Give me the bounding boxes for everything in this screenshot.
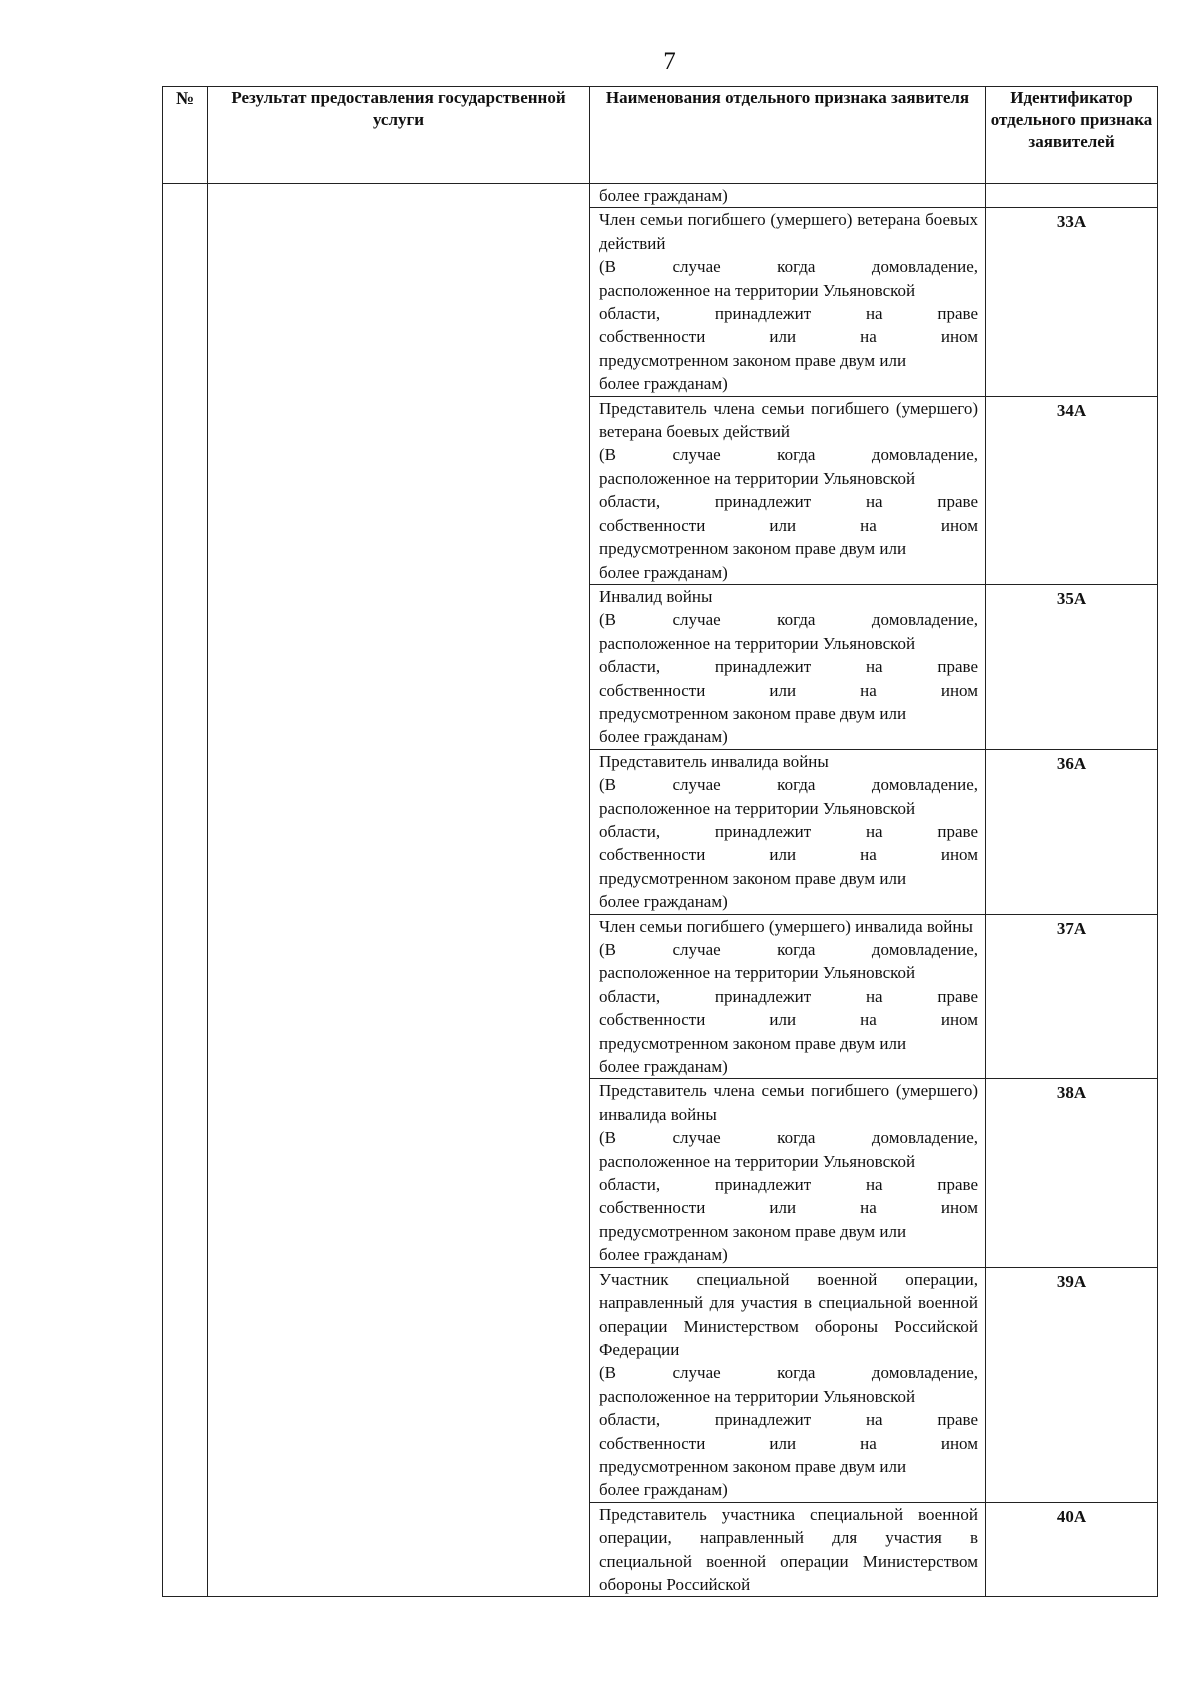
- feature-condition-line: расположенное на территории Ульяновской: [599, 963, 916, 983]
- feature-condition-line: предусмотренном законом праве двум или: [599, 1456, 907, 1476]
- identifier-cell: [986, 184, 1158, 208]
- feature-condition-line: расположенное на территории Ульяновской: [599, 468, 916, 488]
- feature-title: Представитель члена семьи погибшего (умершего) ветерана боевых действий: [599, 398, 978, 442]
- identifier-code: 34А: [986, 396, 1158, 584]
- feature-condition-line: более гражданам): [599, 1480, 728, 1500]
- feature-cell: [590, 1267, 986, 1502]
- feature-title: Представитель участника специальной военной операции, направленный для участия в специальной военной операции Министерством обороны Российской: [599, 1504, 978, 1594]
- header-feature: Наименования отдельного признака заявителя: [590, 87, 986, 184]
- feature-condition-line: предусмотренном законом праве двум или: [599, 703, 907, 723]
- feature-condition-line: (В случае когда домовладение,: [599, 940, 978, 959]
- feature-condition-line: предусмотренном законом праве двум или: [599, 539, 907, 559]
- feature-title: Инвалид войны: [599, 586, 713, 606]
- number-cell: [163, 184, 208, 1597]
- feature-condition-line: области, принадлежит на праве: [599, 1175, 978, 1195]
- feature-condition-line: (В случае когда домовладение,: [599, 1128, 978, 1148]
- feature-title: Представитель члена семьи погибшего (умершего) инвалида войны: [599, 1081, 978, 1124]
- feature-condition-line: предусмотренном законом праве двум или: [599, 350, 907, 370]
- feature-condition-line: (В случае когда домовладение,: [599, 257, 978, 277]
- feature-condition-line: собственности или на ином: [599, 845, 978, 865]
- feature-condition-line: расположенное на территории Ульяновской: [599, 1386, 916, 1406]
- feature-cell: [590, 914, 986, 1079]
- feature-condition-line: (В случае когда домовладение,: [599, 1363, 978, 1383]
- page-number: 7: [663, 48, 677, 75]
- feature-condition-line: собственности или на ином: [599, 515, 978, 535]
- feature-condition-line: собственности или на ином: [599, 680, 978, 700]
- feature-condition-line: области, принадлежит на праве: [599, 304, 978, 324]
- identifier-code: 39А: [986, 1267, 1158, 1502]
- feature-condition-line: собственности или на ином: [599, 1433, 978, 1453]
- identifier-code: 40А: [986, 1502, 1158, 1597]
- feature-condition-line: области, принадлежит на праве: [599, 821, 978, 841]
- feature-condition-line: (В случае когда домовладение,: [599, 775, 978, 795]
- feature-cell: [590, 208, 986, 396]
- continuation-row: [163, 184, 1158, 208]
- feature-cell: [590, 396, 986, 584]
- result-cell: [208, 184, 590, 1597]
- feature-condition-line: предусмотренном законом праве двум или: [599, 1033, 907, 1053]
- feature-condition-line: области, принадлежит на праве: [599, 657, 978, 677]
- header-number: №: [163, 87, 208, 184]
- feature-title: Представитель инвалида войны: [599, 751, 829, 771]
- feature-condition-line: (В случае когда домовладение,: [599, 445, 978, 465]
- identifier-code: 37А: [986, 914, 1158, 1079]
- identifier-code: 36А: [986, 749, 1158, 914]
- continuation-text: более гражданам): [599, 186, 728, 205]
- feature-condition-line: области, принадлежит на праве: [599, 492, 978, 512]
- feature-cell: [590, 749, 986, 914]
- feature-condition-line: предусмотренном законом праве двум или: [599, 1221, 907, 1241]
- feature-condition-line: расположенное на территории Ульяновской: [599, 280, 916, 300]
- feature-condition-line: области, принадлежит на праве: [599, 986, 978, 1006]
- feature-condition-line: более гражданам): [599, 727, 728, 747]
- feature-condition-line: области, принадлежит на праве: [599, 1410, 978, 1430]
- feature-cell: [590, 584, 986, 749]
- feature-condition-line: собственности или на ином: [599, 1198, 978, 1218]
- feature-title: Участник специальной военной операции, направленный для участия в специальной военной операции Министерством обороны Российской Федерации: [599, 1269, 978, 1359]
- feature-condition-line: собственности или на ином: [599, 1010, 978, 1030]
- feature-cell: [590, 184, 986, 208]
- feature-condition-line: (В случае когда домовладение,: [599, 610, 978, 630]
- feature-condition-line: более гражданам): [599, 374, 728, 394]
- table-header-row: [163, 87, 1158, 184]
- feature-cell: [590, 1502, 986, 1597]
- feature-condition-line: предусмотренном законом праве двум или: [599, 868, 907, 888]
- identifier-code: 35А: [986, 584, 1158, 749]
- feature-condition-line: более гражданам): [599, 892, 728, 912]
- feature-condition-line: более гражданам): [599, 1057, 728, 1077]
- feature-condition-line: собственности или на ином: [599, 327, 978, 347]
- feature-title: Член семьи погибшего (умершего) ветерана боевых действий: [599, 210, 978, 253]
- header-identifier: Идентификатор отдельного признака заявителей: [986, 87, 1158, 184]
- identifier-code: 38А: [986, 1079, 1158, 1267]
- feature-condition-line: более гражданам): [599, 562, 728, 582]
- feature-condition-line: более гражданам): [599, 1245, 728, 1265]
- feature-condition-line: расположенное на территории Ульяновской: [599, 1151, 916, 1171]
- feature-condition-line: расположенное на территории Ульяновской: [599, 633, 916, 653]
- header-result: Результат предоставления государственной услуги: [208, 87, 590, 184]
- identifier-code: 33А: [986, 208, 1158, 396]
- feature-condition-line: расположенное на территории Ульяновской: [599, 798, 916, 818]
- feature-cell: [590, 1079, 986, 1267]
- applicant-features-table: [162, 86, 1158, 1597]
- feature-title: Член семьи погибшего (умершего) инвалида войны: [599, 916, 973, 936]
